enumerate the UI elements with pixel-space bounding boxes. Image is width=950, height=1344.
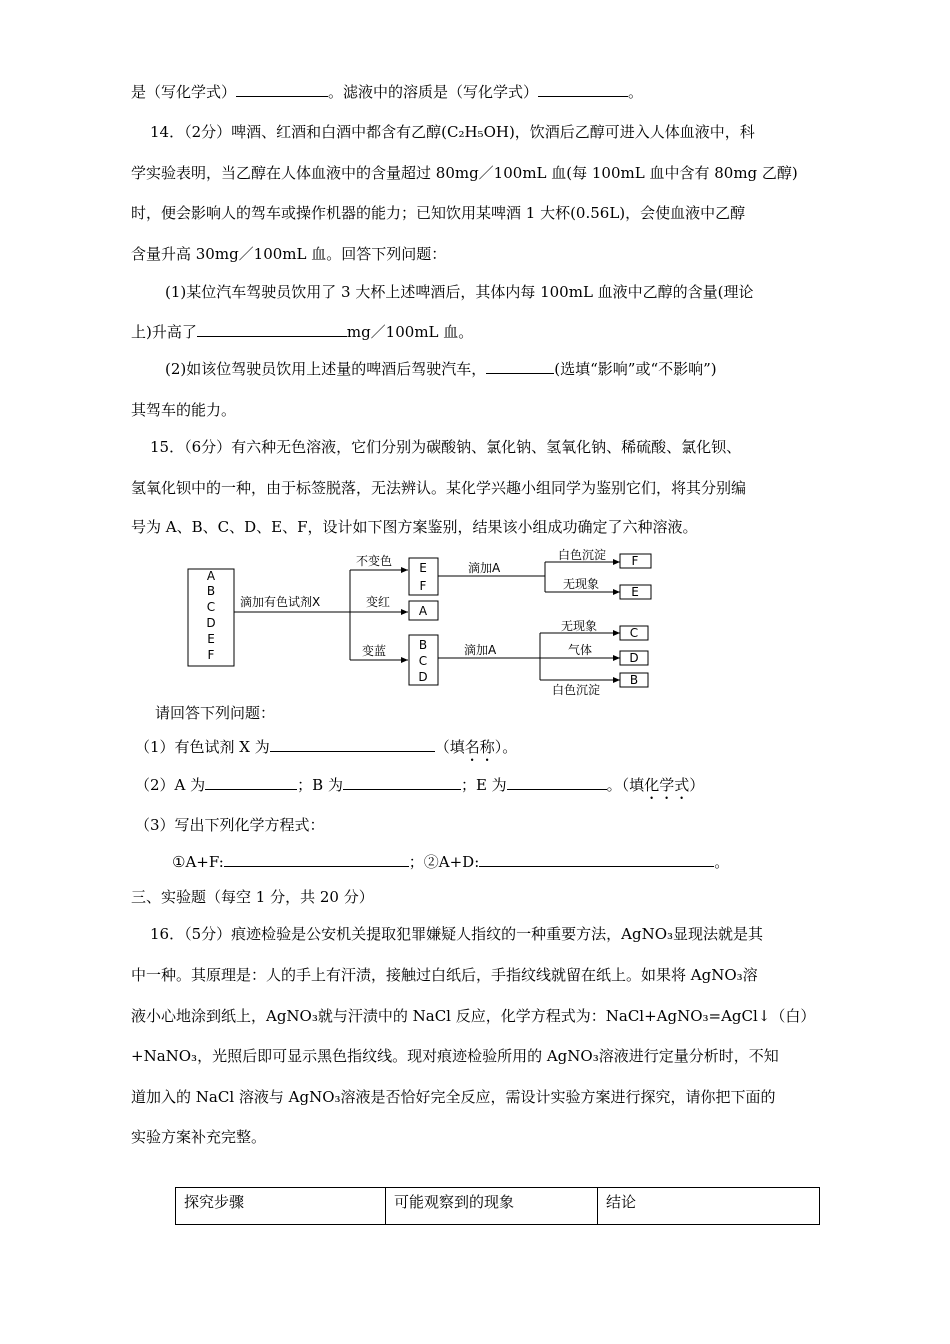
text: (选填“影响”或“不影响”) xyxy=(554,360,717,378)
arrow-icon xyxy=(401,657,408,663)
text: （1）有色试剂 X 为 xyxy=(135,738,270,756)
text: ）。 xyxy=(494,738,518,756)
sample-label: B xyxy=(206,584,216,598)
sample-label: D xyxy=(206,616,216,630)
q13-tail xyxy=(131,82,643,102)
emphasis-text: 化学式 xyxy=(644,776,690,794)
text: （2）A 为 xyxy=(135,776,206,794)
sample-label: E xyxy=(207,632,215,646)
no-change-label: 不变色 xyxy=(356,554,393,568)
q14-line3: 时，便会影响人的驾车或操作机器的能力；已知饮用某啤酒 1 大杯(0.56L)，会使血液中乙醇 xyxy=(131,204,746,222)
q14-part1: (1)某位汽车驾驶员饮用了 3 大杯上述啤酒后，其体内每 100mL 血液中乙醇的含量(理论 xyxy=(165,283,754,301)
sample-label: A xyxy=(206,569,216,583)
observation-label: 无现象 xyxy=(561,619,598,633)
q15-answer3: （3）写出下列化学方程式： xyxy=(135,816,325,834)
box-label: F xyxy=(419,579,427,593)
q14-part2 xyxy=(165,359,717,379)
arrow-icon xyxy=(613,655,620,661)
q14-part2-cont: 其驾车的能力。 xyxy=(131,401,237,419)
q16-line3: 液小心地涂到纸上，AgNO₃就与汗渍中的 NaCl 反应，化学方程式为：NaCl+AgNO₃=AgCl↓（白） xyxy=(131,1007,816,1025)
add-a-label: 滴加A xyxy=(468,561,501,575)
arrow-icon xyxy=(613,589,620,595)
q15-line2: 氢氧化钡中的一种，由于标签脱落，无法辨认。某化学兴趣小组同学为鉴别它们，将其分别编 xyxy=(131,479,747,497)
section-3-title: 三、实验题（每空 1 分，共 20 分） xyxy=(131,888,374,906)
answer-blank[interactable] xyxy=(205,775,297,790)
answer-blank[interactable] xyxy=(486,359,554,374)
answer-blank[interactable] xyxy=(197,322,347,337)
arrow-icon xyxy=(401,609,408,615)
q15-answer2 xyxy=(135,775,704,803)
q14-line1: 14．（2分）啤酒、红酒和白酒中都含有乙醇(C₂H₅OH)，饮酒后乙醇可进入人体血液中，科 xyxy=(150,123,755,141)
q16-line2: 中一种。其原理是：人的手上有汗渍，接触过白纸后，手指纹线就留在纸上。如果将 AgNO₃溶 xyxy=(131,966,758,984)
observation-label: 白色沉淀 xyxy=(552,683,601,697)
result-label: E xyxy=(631,585,639,599)
text: 。滤液中的溶质是（写化学式） xyxy=(328,83,539,101)
observation-label: 气体 xyxy=(568,643,593,657)
q14-line2: 学实验表明，当乙醇在人体血液中的含量超过 80mg／100mL 血(每 100mL 血中含有 80mg 乙醇) xyxy=(131,164,798,182)
q14-line4: 含量升高 30mg／100mL 血。回答下列问题： xyxy=(131,245,447,263)
experiment-table xyxy=(175,1187,820,1225)
text: ①A+F: xyxy=(172,853,224,871)
q15-line1: 15．（6分）有六种无色溶液，它们分别为碳酸钠、氯化钠、氢氧化钠、稀硫酸、氯化钡、 xyxy=(150,438,742,456)
text: 。 xyxy=(628,83,644,101)
turn-blue-label: 变蓝 xyxy=(362,644,387,658)
text: ；E 为 xyxy=(460,776,507,794)
q16-line4: +NaNO₃，光照后即可显示黑色指纹线。现对痕迹检验所用的 AgNO₃溶液进行定量分析时，不知 xyxy=(131,1047,779,1065)
observation-label: 白色沉淀 xyxy=(558,548,607,562)
table-header-cell: 探究步骤 xyxy=(176,1188,386,1225)
text: 。 xyxy=(714,853,730,871)
table-header-row xyxy=(176,1188,820,1225)
arrow-icon xyxy=(401,567,408,573)
text: mg／100mL 血。 xyxy=(346,323,474,341)
box-label: E xyxy=(419,561,427,575)
answer-blank[interactable] xyxy=(538,82,628,97)
sample-label: C xyxy=(206,600,216,614)
add-a-label: 滴加A xyxy=(464,643,497,657)
text: 。（填 xyxy=(606,776,645,794)
arrow-icon xyxy=(613,630,620,636)
arrow-icon xyxy=(613,677,620,683)
box-label: D xyxy=(418,670,428,684)
q16-line1: 16．（5分）痕迹检验是公安机关提取犯罪嫌疑人指纹的一种重要方法，AgNO₃显现法就是其 xyxy=(150,925,764,943)
add-x-label: 滴加有色试剂X xyxy=(240,595,321,609)
text: （填 xyxy=(434,738,465,756)
answer-blank[interactable] xyxy=(270,737,435,752)
answer-blank[interactable] xyxy=(224,852,409,867)
box-label: C xyxy=(418,654,428,668)
q15-answer1 xyxy=(135,737,517,765)
text: ；②A+D: xyxy=(408,853,480,871)
result-label: D xyxy=(629,651,639,665)
q15-equations xyxy=(172,852,729,872)
q15-line3: 号为 A、B、C、D、E、F，设计如下图方案鉴别，结果该小组成功确定了六种溶液。 xyxy=(131,518,698,536)
result-label: C xyxy=(629,626,639,640)
identification-flowchart xyxy=(180,548,660,700)
answer-blank[interactable] xyxy=(479,852,714,867)
answer-blank[interactable] xyxy=(343,775,461,790)
text: (2)如该位驾驶员饮用上述量的啤酒后驾驶汽车， xyxy=(165,360,487,378)
table-header-cell: 结论 xyxy=(598,1188,820,1225)
q14-part1-cont xyxy=(131,322,473,342)
result-label: B xyxy=(629,673,639,687)
turn-red-label: 变红 xyxy=(366,595,391,609)
text: ） xyxy=(689,776,705,794)
sample-label: F xyxy=(207,648,215,662)
box-label: B xyxy=(418,638,428,652)
answer-blank[interactable] xyxy=(236,82,328,97)
arrow-icon xyxy=(613,559,620,565)
table-header-cell: 可能观察到的现象 xyxy=(386,1188,598,1225)
text: 上)升高了 xyxy=(131,323,197,341)
text: 是（写化学式） xyxy=(131,83,237,101)
q16-line6: 实验方案补充完整。 xyxy=(131,1128,267,1146)
answer-blank[interactable] xyxy=(507,775,607,790)
emphasis-text: 名称 xyxy=(464,738,495,756)
observation-label: 无现象 xyxy=(563,577,600,591)
box-label: A xyxy=(418,604,428,618)
q15-ask: 请回答下列问题： xyxy=(155,704,276,722)
q16-line5: 道加入的 NaCl 溶液与 AgNO₃溶液是否恰好完全反应，需设计实验方案进行探究，请你把下面的 xyxy=(131,1088,776,1106)
result-label: F xyxy=(631,554,639,568)
text: ；B 为 xyxy=(297,776,343,794)
